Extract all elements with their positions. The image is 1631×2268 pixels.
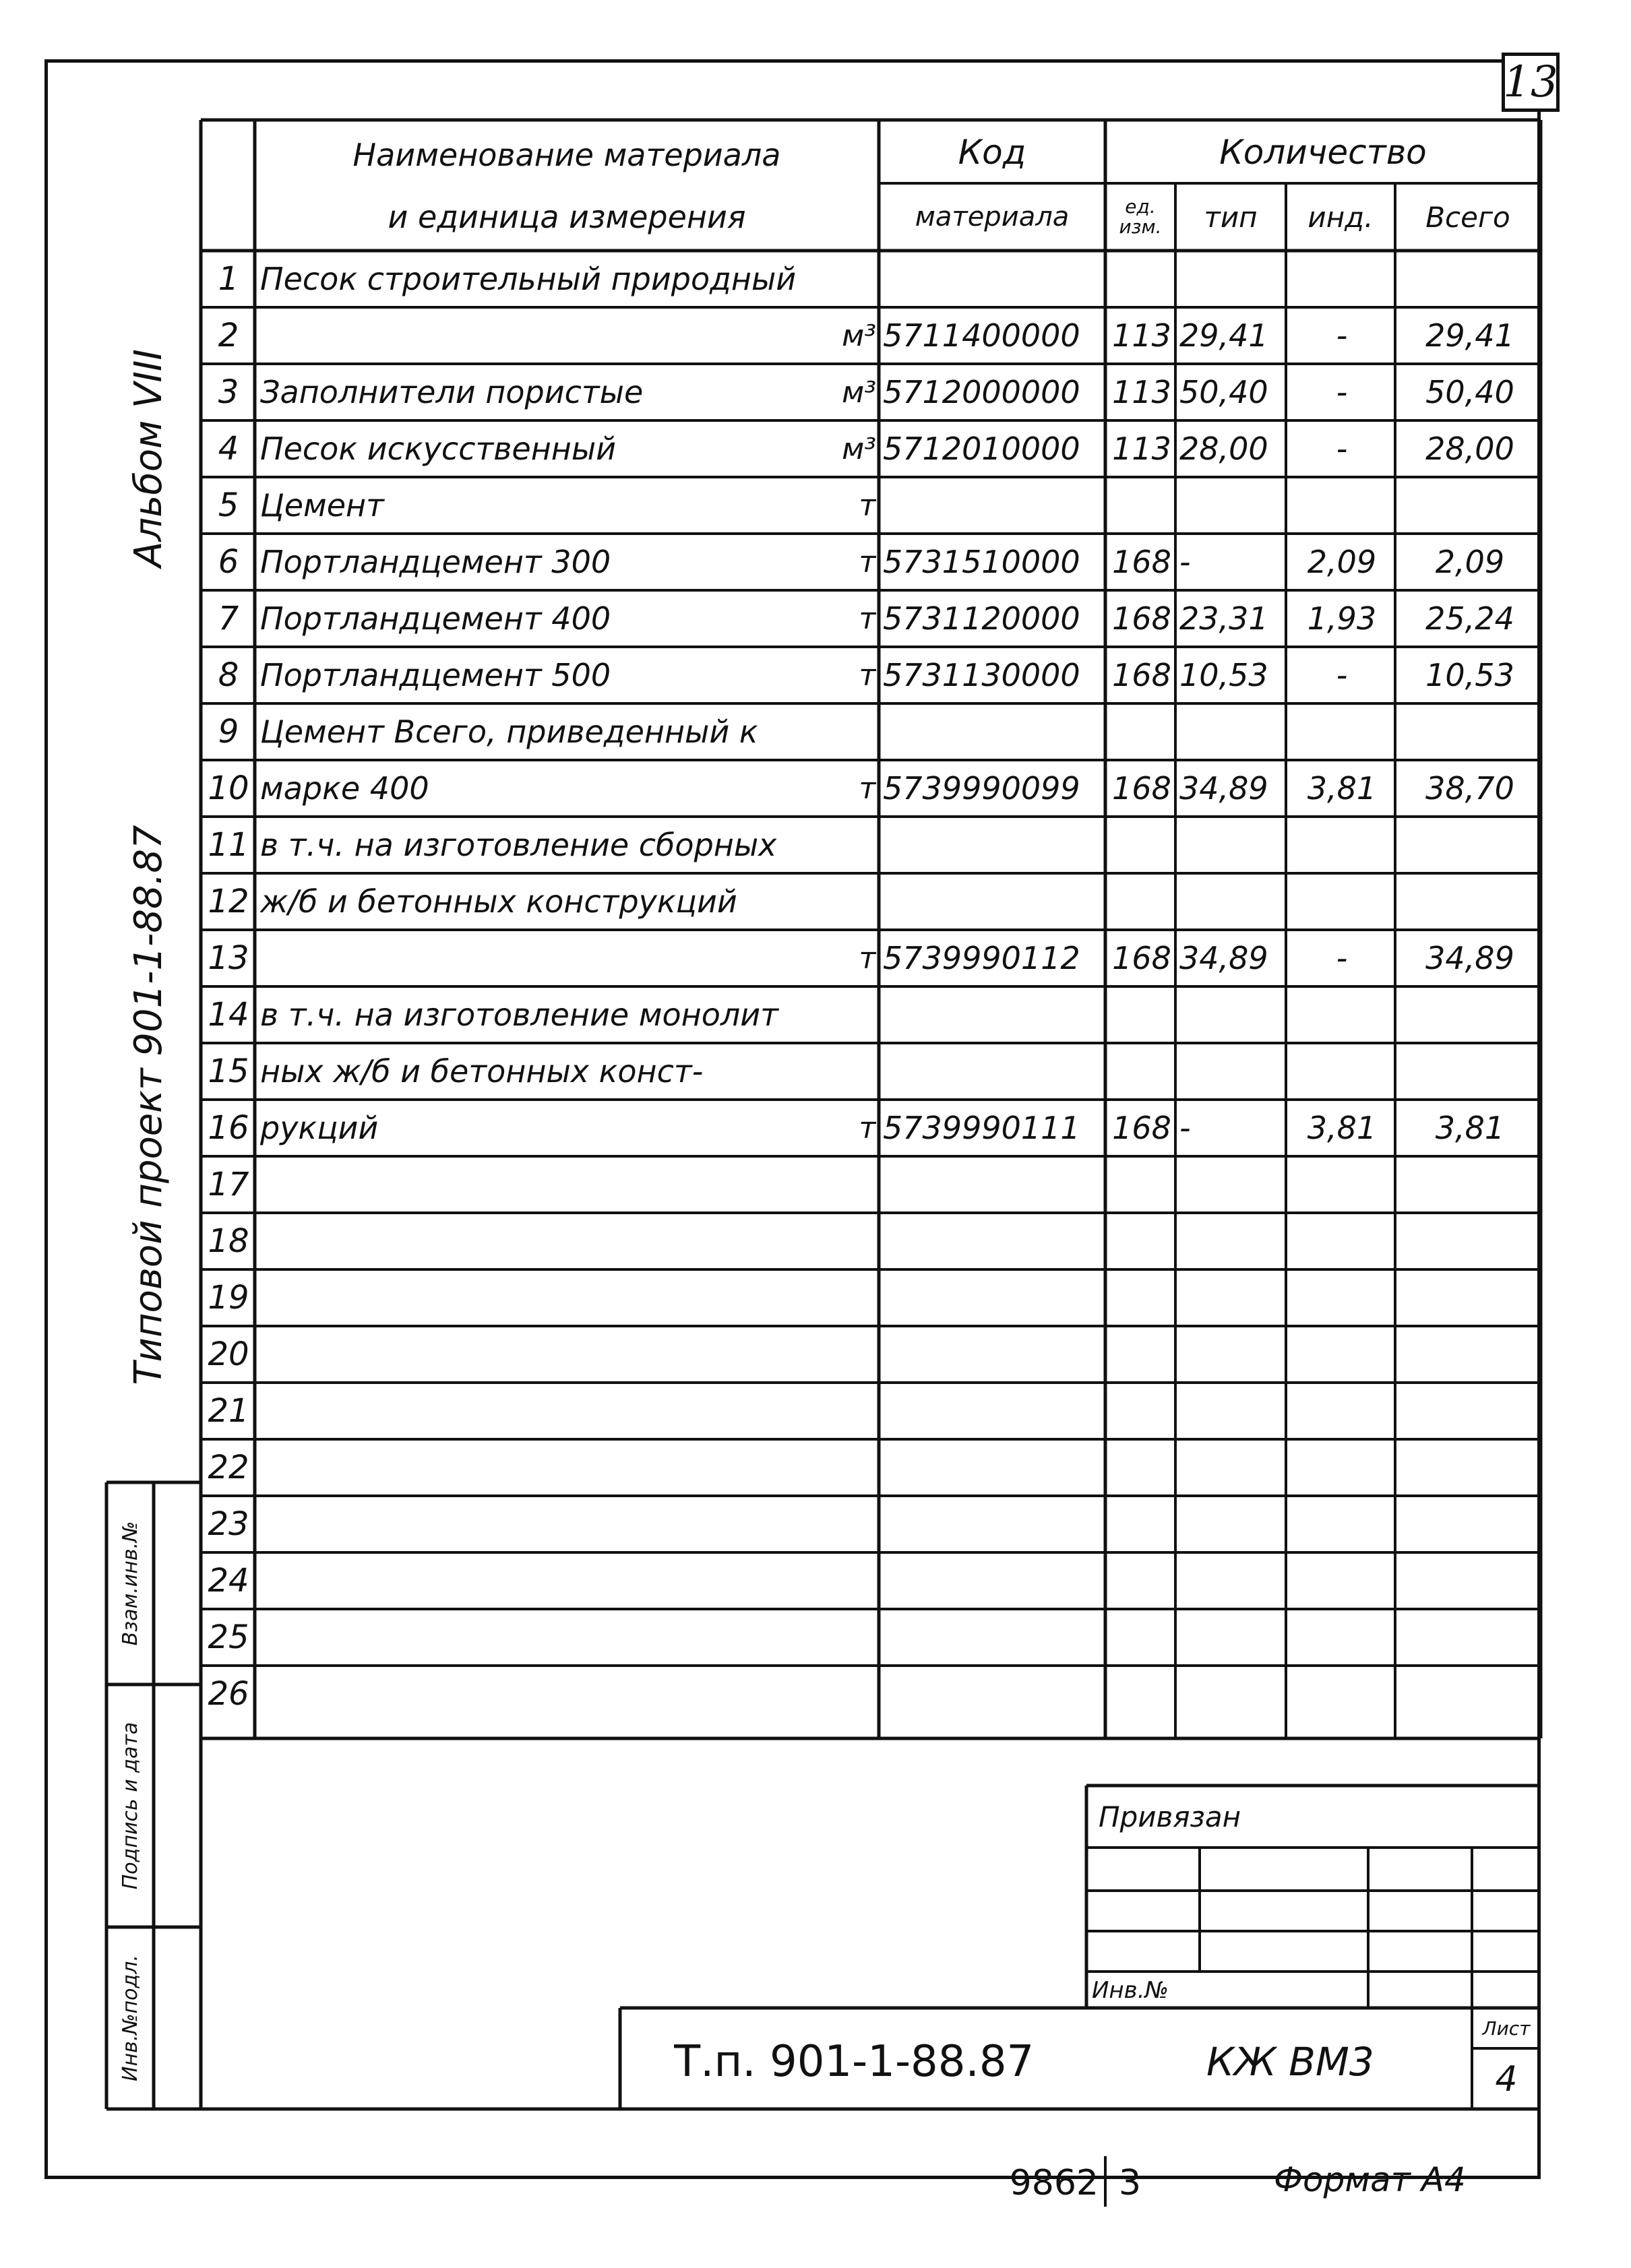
material-code-cell: 5739990112 (883, 940, 1080, 976)
sheet-label: Лист (1482, 2017, 1531, 2040)
qty-type-cell (1179, 1555, 1286, 1606)
material-code-cell: 5712010000 (883, 431, 1080, 467)
material-name-cell (260, 1668, 799, 1720)
material-name-cell: Цемент (260, 487, 384, 524)
unit-code-cell: 168 (1112, 544, 1171, 580)
qty-total-cell (1399, 1555, 1541, 1606)
qty-type-cell (1179, 876, 1286, 927)
document-code: КЖ ВМ3 (1206, 2039, 1374, 2085)
material-code-cell (883, 706, 1105, 757)
row-number-cell: 23 (208, 1505, 249, 1543)
material-code-cell: 5731120000 (883, 600, 1080, 637)
qty-total-cell: 38,70 (1425, 770, 1514, 807)
project-label: Типовой проект 901-1-88.87 (126, 825, 171, 1385)
material-name-cell (260, 1385, 799, 1437)
row-number-cell: 3 (218, 373, 239, 411)
material-code-cell: 5731510000 (883, 544, 1080, 580)
qty-type-cell (1179, 1159, 1286, 1210)
unit-code-cell (1108, 706, 1175, 757)
qty-type-cell (1179, 1385, 1286, 1437)
qty-type-cell (1179, 989, 1286, 1040)
qty-total-cell: 10,53 (1425, 657, 1514, 693)
unit-code-cell: 113 (1112, 374, 1171, 410)
qty-type-cell (1179, 1612, 1286, 1663)
unit-code-cell: 168 (1112, 940, 1171, 976)
qty-ind-cell (1289, 253, 1395, 305)
row-number-cell: 8 (218, 656, 239, 694)
qty-ind-cell (1289, 819, 1395, 871)
qty-ind-cell: - (1336, 431, 1348, 467)
unit-code-cell (1108, 1046, 1175, 1097)
header-name-line2: и единица измерения (388, 199, 746, 235)
qty-total-cell (1399, 1442, 1541, 1493)
qty-total-cell: 2,09 (1435, 544, 1505, 580)
inventory-number-label: Инв.№ (1092, 1977, 1169, 2004)
unit-code-cell: 113 (1112, 317, 1171, 354)
unit-code-cell (1108, 1555, 1175, 1606)
row-number-cell: 9 (218, 713, 239, 751)
material-name-cell: в т.ч. на изготовление монолит (260, 997, 778, 1033)
unit-code-cell (1108, 1159, 1175, 1210)
unit-code-cell (1108, 1499, 1175, 1550)
material-name-cell (260, 1216, 799, 1267)
qty-ind-cell (1289, 989, 1395, 1040)
qty-ind-cell: - (1336, 374, 1348, 410)
qty-total-cell (1399, 1272, 1541, 1323)
row-number-cell: 14 (208, 996, 249, 1034)
material-code-cell (883, 1329, 1105, 1380)
qty-ind-cell: - (1336, 657, 1348, 693)
sheet-number: 4 (1495, 2059, 1518, 2100)
qty-total-cell (1399, 1612, 1541, 1663)
unit-code-cell (1108, 1668, 1175, 1720)
row-number-cell: 18 (208, 1222, 249, 1260)
qty-type-cell: 23,31 (1179, 600, 1268, 637)
archive-copy: 3 (1119, 2163, 1142, 2203)
unit-code-cell (1108, 1272, 1175, 1323)
row-number-cell: 21 (208, 1392, 249, 1430)
unit-cell (805, 1499, 876, 1550)
qty-ind-cell (1289, 876, 1395, 927)
qty-total-cell (1399, 1499, 1541, 1550)
qty-type-cell: 50,40 (1179, 374, 1268, 410)
material-code-cell: 5739990111 (883, 1110, 1080, 1146)
unit-cell: т (859, 941, 876, 976)
qty-ind-cell: 3,81 (1307, 770, 1377, 807)
unit-cell (805, 819, 876, 871)
material-code-cell (883, 1555, 1105, 1606)
unit-cell: т (859, 544, 876, 579)
unit-cell (805, 1612, 876, 1663)
material-code-cell (883, 1499, 1105, 1550)
qty-ind-cell: 1,93 (1307, 600, 1377, 637)
unit-cell (805, 989, 876, 1040)
row-number-cell: 5 (218, 486, 239, 524)
qty-ind-cell (1289, 1555, 1395, 1606)
unit-code-cell: 168 (1112, 770, 1171, 807)
material-code-cell (883, 480, 1105, 531)
unit-code-cell (1108, 480, 1175, 531)
material-name-cell: Портландцемент 500 (260, 657, 611, 693)
qty-total-cell (1399, 480, 1541, 531)
qty-type-cell (1179, 819, 1286, 871)
qty-type-cell: 10,53 (1179, 657, 1268, 693)
material-code-cell (883, 1385, 1105, 1437)
unit-cell (805, 1442, 876, 1493)
unit-cell (805, 1216, 876, 1267)
qty-total-cell: 34,89 (1425, 940, 1514, 976)
qty-total-cell: 28,00 (1425, 431, 1514, 467)
qty-type-cell (1179, 253, 1286, 305)
row-number-cell: 22 (208, 1449, 249, 1486)
unit-code-cell (1108, 819, 1175, 871)
qty-total-cell: 50,40 (1425, 374, 1514, 410)
material-name-cell (260, 1272, 799, 1323)
unit-code-cell (1108, 1329, 1175, 1380)
qty-total-cell: 25,24 (1425, 600, 1514, 637)
material-code-cell: 5731130000 (883, 657, 1080, 693)
material-name-cell: Песок искусственный (260, 431, 617, 467)
qty-total-cell (1399, 1385, 1541, 1437)
material-code-cell: 5712000000 (883, 374, 1080, 410)
qty-total-cell: 3,81 (1435, 1110, 1505, 1146)
material-name-cell: ж/б и бетонных конструкций (260, 883, 737, 920)
unit-cell (805, 706, 876, 757)
qty-ind-cell (1289, 1385, 1395, 1437)
album-label: Альбом VIII (126, 349, 171, 567)
material-code-cell (883, 1159, 1105, 1210)
row-number-cell: 2 (218, 317, 239, 354)
unit-code-cell (1108, 1385, 1175, 1437)
qty-ind-cell (1289, 1499, 1395, 1550)
qty-ind-cell (1289, 1612, 1395, 1663)
unit-cell: м³ (842, 431, 876, 466)
archive-number: 9862 (1009, 2163, 1099, 2203)
qty-type-cell (1179, 1499, 1286, 1550)
material-name-cell: рукций (260, 1110, 379, 1146)
unit-cell (805, 1668, 876, 1720)
material-code-cell (883, 876, 1105, 927)
unit-cell (805, 1385, 876, 1437)
material-code-cell (883, 1216, 1105, 1267)
qty-ind-cell: - (1336, 317, 1348, 354)
qty-type-cell: - (1179, 544, 1191, 580)
material-name-cell (260, 1442, 799, 1493)
unit-code-cell: 168 (1112, 1110, 1171, 1146)
material-name-cell: Песок строительный природный (260, 261, 797, 297)
row-number-cell: 17 (208, 1166, 249, 1203)
qty-ind-cell (1289, 1272, 1395, 1323)
qty-total-cell (1399, 876, 1541, 927)
row-number-cell: 26 (208, 1675, 249, 1713)
qty-type-cell (1179, 1442, 1286, 1493)
unit-cell: т (859, 488, 876, 523)
material-name-cell (260, 1612, 799, 1663)
unit-code-cell (1108, 253, 1175, 305)
header-code-unit: ед. изм. (1119, 195, 1162, 238)
material-name-cell (260, 310, 799, 361)
row-number-cell: 13 (208, 939, 249, 977)
qty-total-cell (1399, 1046, 1541, 1097)
qty-type-cell: 28,00 (1179, 431, 1268, 467)
unit-code-cell: 168 (1112, 657, 1171, 693)
material-name-cell (260, 1329, 799, 1380)
page-number: 13 (1502, 53, 1560, 112)
row-number-cell: 16 (208, 1109, 249, 1147)
unit-cell (805, 1329, 876, 1380)
unit-cell (805, 876, 876, 927)
qty-total-cell (1399, 1159, 1541, 1210)
row-number-cell: 10 (208, 769, 249, 807)
stamp-original-inv: Инв.№подл. (118, 1955, 142, 2081)
material-name-cell: Портландцемент 400 (260, 600, 611, 637)
unit-cell: т (859, 658, 876, 693)
qty-type-cell (1179, 1329, 1286, 1380)
unit-code-cell (1108, 1216, 1175, 1267)
qty-ind-cell (1289, 706, 1395, 757)
qty-type-cell (1179, 1216, 1286, 1267)
material-name-cell: ных ж/б и бетонных конст- (260, 1053, 704, 1090)
unit-code-cell (1108, 1442, 1175, 1493)
row-number-cell: 19 (208, 1279, 249, 1317)
row-number-cell: 4 (218, 430, 239, 468)
qty-ind-cell: 2,09 (1307, 544, 1377, 580)
row-number-cell: 12 (208, 883, 249, 920)
header-code: Код (958, 133, 1026, 172)
row-number-cell: 15 (208, 1052, 249, 1090)
row-number-cell: 11 (208, 826, 249, 864)
material-code-cell (883, 253, 1105, 305)
qty-type-cell: 34,89 (1179, 770, 1268, 807)
qty-type-cell (1179, 706, 1286, 757)
row-number-cell: 6 (218, 543, 239, 581)
header-qty-total: Всего (1425, 200, 1510, 234)
row-number-cell: 24 (208, 1562, 249, 1600)
linked-label: Привязан (1099, 1800, 1241, 1833)
material-code-cell (883, 989, 1105, 1040)
material-code-cell (883, 819, 1105, 871)
qty-total-cell (1399, 1668, 1541, 1720)
material-name-cell: марке 400 (260, 770, 429, 807)
row-number-cell: 25 (208, 1618, 249, 1656)
unit-code-cell: 113 (1112, 431, 1171, 467)
unit-cell: т (859, 601, 876, 636)
unit-code-cell (1108, 1612, 1175, 1663)
unit-cell: т (859, 1110, 876, 1145)
header-qty-ind: инд. (1307, 200, 1374, 234)
unit-code-cell: 168 (1112, 600, 1171, 637)
unit-cell (805, 253, 876, 305)
unit-cell: т (859, 771, 876, 806)
header-qty-type: тип (1204, 200, 1258, 234)
unit-cell (805, 1046, 876, 1097)
qty-total-cell (1399, 989, 1541, 1040)
material-name-cell (260, 1159, 799, 1210)
header-name-line1: Наименование материала (352, 137, 781, 173)
qty-total-cell (1399, 819, 1541, 871)
qty-type-cell: 29,41 (1179, 317, 1268, 354)
material-name-cell: Заполнители пористые (260, 374, 644, 410)
qty-ind-cell (1289, 1442, 1395, 1493)
header-code-material: материала (915, 201, 1070, 232)
material-code-cell (883, 1668, 1105, 1720)
unit-cell: м³ (842, 318, 876, 353)
material-name-cell (260, 1499, 799, 1550)
header-quantity: Количество (1219, 133, 1427, 172)
material-name-cell: Цемент Всего, приведенный к (260, 714, 758, 750)
qty-ind-cell: - (1336, 940, 1348, 976)
qty-ind-cell (1289, 1046, 1395, 1097)
qty-ind-cell: 3,81 (1307, 1110, 1377, 1146)
stamp-replacement-inv: Взам.инв.№ (118, 1521, 142, 1646)
material-code-cell (883, 1612, 1105, 1663)
unit-cell (805, 1159, 876, 1210)
qty-ind-cell (1289, 480, 1395, 531)
qty-type-cell: 34,89 (1179, 940, 1268, 976)
qty-total-cell (1399, 1216, 1541, 1267)
qty-total-cell (1399, 706, 1541, 757)
unit-cell: м³ (842, 375, 876, 410)
qty-type-cell (1179, 480, 1286, 531)
qty-ind-cell (1289, 1329, 1395, 1380)
material-code-cell: 5711400000 (883, 317, 1080, 354)
row-number-cell: 1 (218, 260, 239, 298)
qty-type-cell (1179, 1272, 1286, 1323)
qty-ind-cell (1289, 1668, 1395, 1720)
material-name-cell (260, 1555, 799, 1606)
qty-type-cell (1179, 1046, 1286, 1097)
material-name-cell: в т.ч. на изготовление сборных (260, 827, 777, 863)
paper-format: Формат А4 (1274, 2160, 1466, 2199)
stamp-signature-date: Подпись и дата (118, 1722, 142, 1890)
material-code-cell: 5739990099 (883, 770, 1080, 807)
qty-ind-cell (1289, 1159, 1395, 1210)
qty-type-cell: - (1179, 1110, 1191, 1146)
material-code-cell (883, 1442, 1105, 1493)
unit-code-cell (1108, 876, 1175, 927)
material-name-cell: Портландцемент 300 (260, 544, 611, 580)
qty-ind-cell (1289, 1216, 1395, 1267)
qty-total-cell (1399, 253, 1541, 305)
unit-cell (805, 1272, 876, 1323)
qty-total-cell: 29,41 (1425, 317, 1514, 354)
qty-type-cell (1179, 1668, 1286, 1720)
material-code-cell (883, 1046, 1105, 1097)
material-name-cell (260, 933, 799, 984)
document-designation: Т.п. 901-1-88.87 (674, 2037, 1035, 2087)
qty-total-cell (1399, 1329, 1541, 1380)
row-number-cell: 7 (218, 600, 239, 637)
unit-cell (805, 1555, 876, 1606)
material-code-cell (883, 1272, 1105, 1323)
row-number-cell: 20 (208, 1335, 249, 1373)
unit-code-cell (1108, 989, 1175, 1040)
